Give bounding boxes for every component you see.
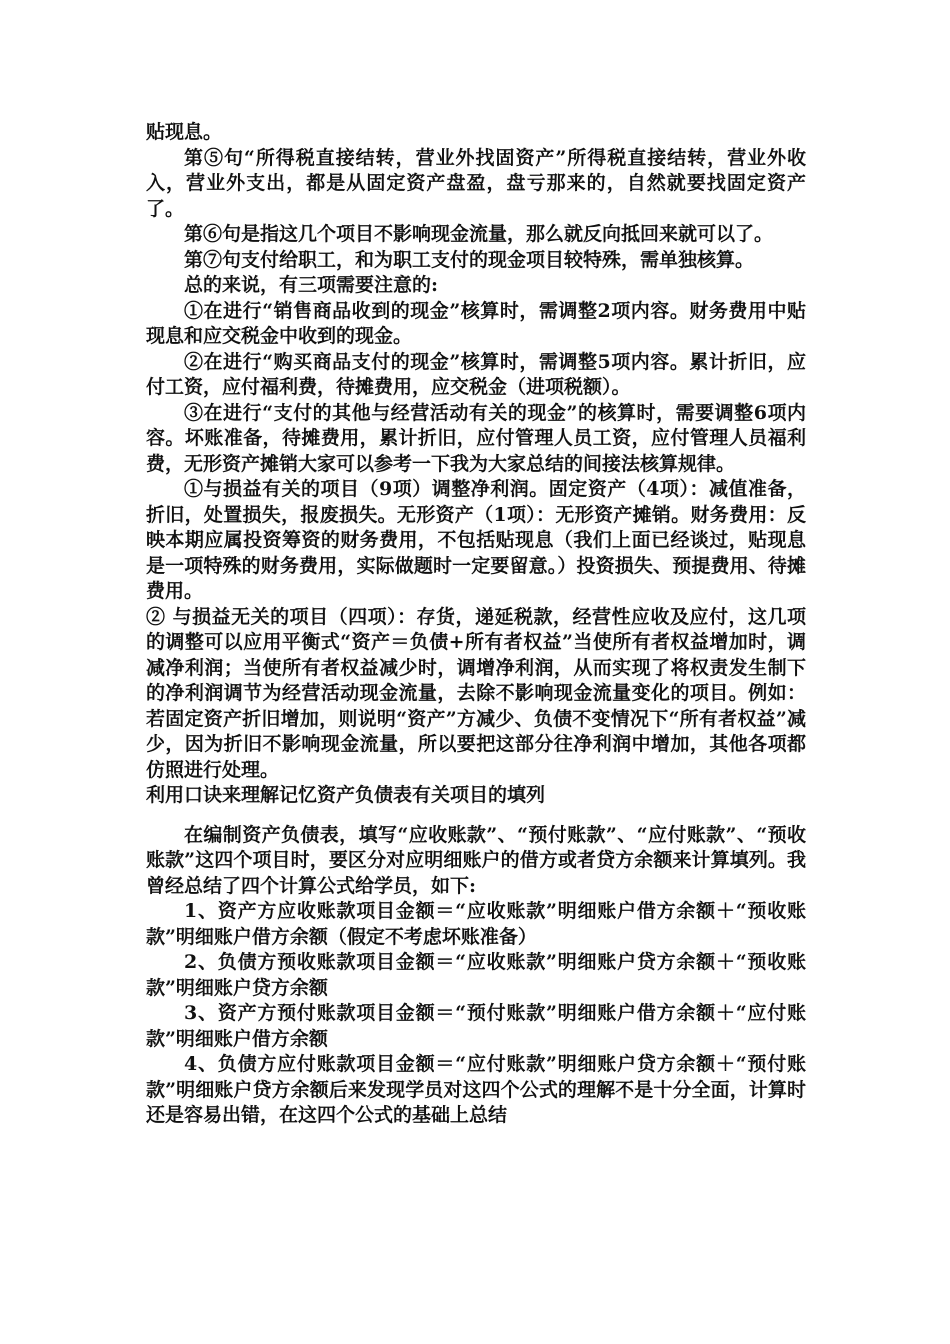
paragraph-6: ①在进行“销售商品收到的现金”核算时，需调整2项内容。财务费用中贴现息和应交税金中收到的现金。 xyxy=(146,299,806,347)
paragraph-7: ②在进行“购买商品支付的现金”核算时，需调整5项内容。累计折旧，应付工资，应付福利费，待摊费用，应交税金（进项税额）。 xyxy=(146,350,806,398)
paragraph-8: ③在进行“支付的其他与经营活动有关的现金”的核算时，需要调整6项内容。坏账准备，待摊费用，累计折旧，应付管理人员工资，应付管理人员福利费，无形资产摊销大家可以参考一下我为大家总结的间接法核算规律。 xyxy=(146,401,806,475)
paragraph-4: 第⑦句支付给职工，和为职工支付的现金项目较特殊，需单独核算。 xyxy=(184,248,755,271)
paragraph-5: 总的来说，有三项需要注意的: xyxy=(184,274,439,296)
section-heading: 利用口诀来理解记忆资产负债表有关项目的填列 xyxy=(146,784,546,806)
formula-4: 4、负债方应付账款项目金额＝“应付账款”明细账户贷方余额＋“预付账款”明细账户贷方余额后来发现学员对这四个公式的理解不是十分全面，计算时还是容易出错，在这四个公式的基础上总结 xyxy=(146,1053,806,1126)
paragraph-9: ①与损益有关的项目（9项）调整净利润。固定资产（4项）：减值准备，折旧，处置损失，报废损失。无形资产（1项）：无形资产摊销。财务费用：反映本期应属投资筹资的财务费用，不包括贴现息（我们上面已经谈过，贴现息是一项特殊的财务费用，实际做题时一定要留意。）投资损失、预提费用、待摊费用。 xyxy=(146,478,806,602)
paragraph-2: 第⑤句“所得税直接结转，营业外找固资产”所得税直接结转，营业外收入，营业外支出，都是从固定资产盘盈，盘亏那来的，自然就要找固定资产了。 xyxy=(146,146,806,220)
document-body xyxy=(146,120,806,1129)
paragraph-1: 贴现息。 xyxy=(146,121,223,143)
formula-2: 2、负债方预收账款项目金额＝“应收账款”明细账户贷方余额＋“预收账款”明细账户贷方余额 xyxy=(146,951,806,999)
paragraph-12: 在编制资产负债表，填写“应收账款”、“预付账款”、“应付账款”、“预收账款”这四个项目时，要区分对应明细账户的借方或者贷方余额来计算填列。我曾经总结了四个计算公式给学员，如下: xyxy=(146,823,806,897)
formula-3: 3、资产方预付账款项目金额＝“预付账款”明细账户借方余额＋“应付账款”明细账户借方余额 xyxy=(146,1002,806,1050)
paragraph-3: 第⑥句是指这几个项目不影响现金流量，那么就反向抵回来就可以了。 xyxy=(184,223,774,245)
formula-1: 1、资产方应收账款项目金额＝“应收账款”明细账户借方余额＋“预收账款”明细账户借方余额（假定不考虑坏账准备） xyxy=(146,900,806,948)
paragraph-10: ② 与损益无关的项目（四项）：存货，递延税款，经营性应收及应付，这几项的调整可以应用平衡式“资产＝负债+所有者权益”当使所有者权益增加时，调减净利润；当使所有者权益减少时，调增净利润，从而实现了将权责发生制下的净利润调节为经营活动现金流量，去除不影响现金流量变化的项目。例如：若固定资产折旧增加，则说明“资产”方减少、负债不变情况下“所有者权益”减少，因为折旧不影响现金流量，所以要把这部分往净利润中增加，其他各项都仿照进行处理。 xyxy=(146,605,806,781)
